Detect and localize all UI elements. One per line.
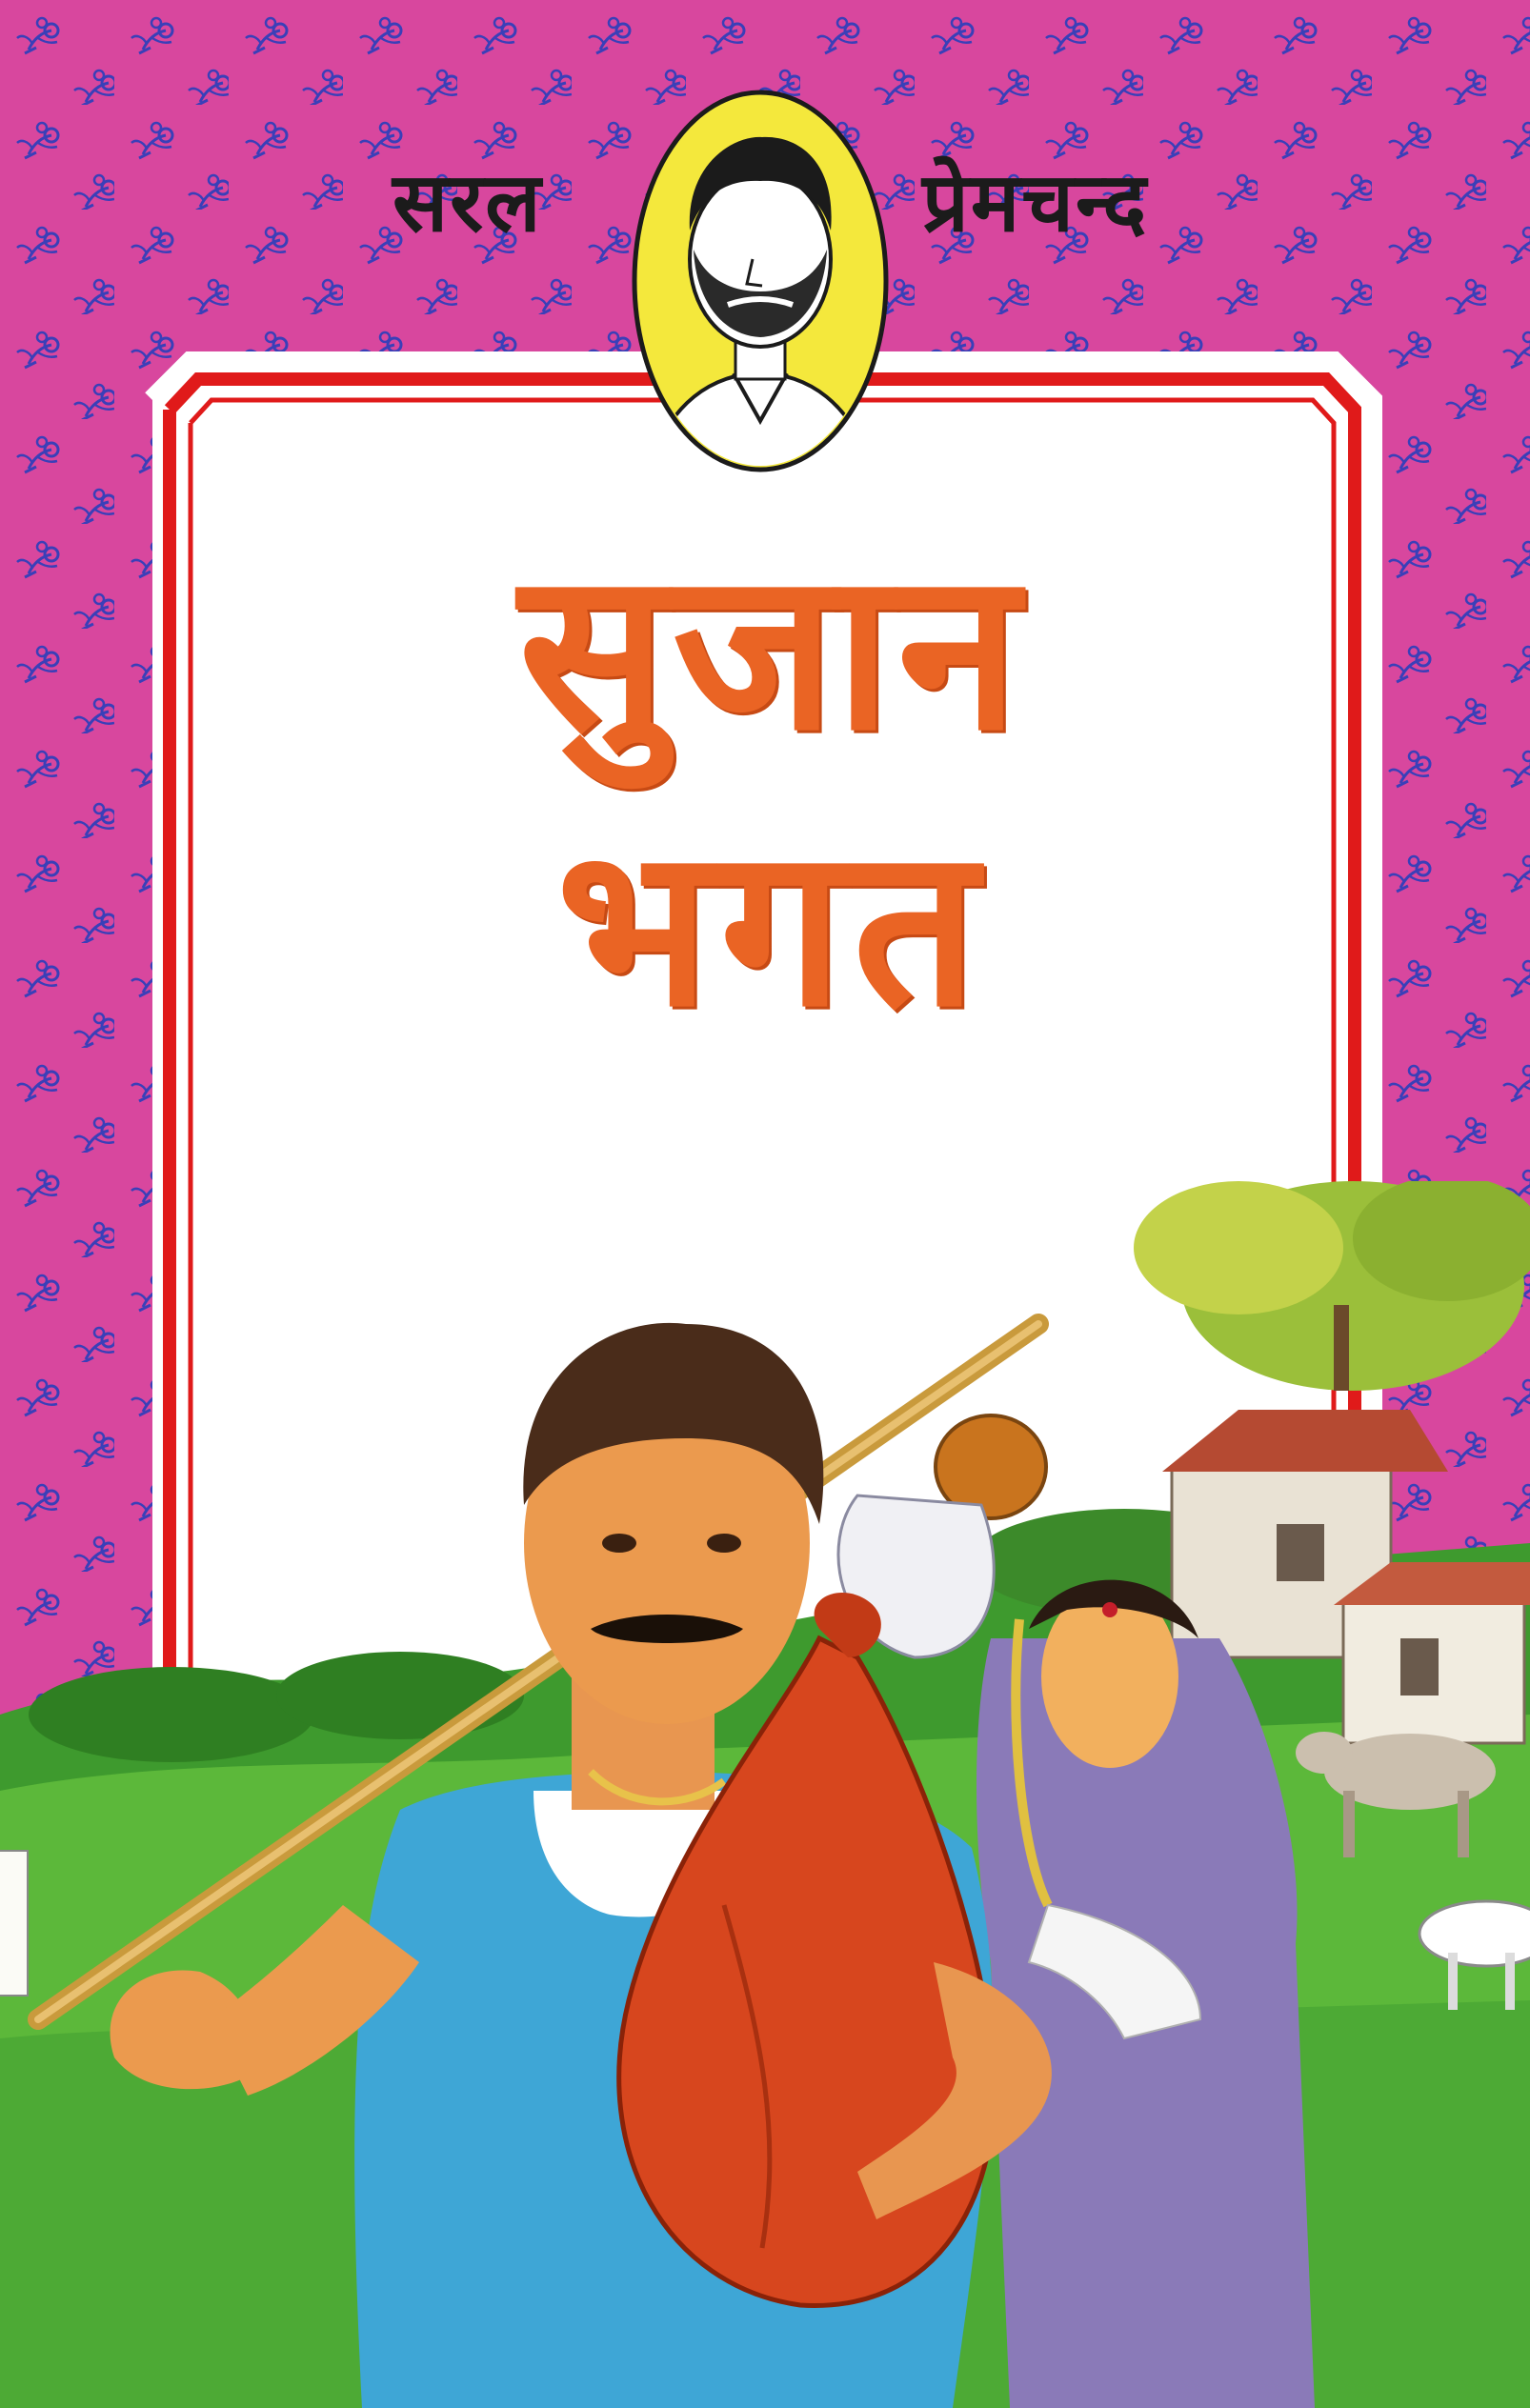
trees-illustration	[1134, 1181, 1530, 1391]
library-sticker	[0, 1850, 29, 1997]
book-title-line-1: सुजान	[518, 525, 1025, 779]
author-portrait-icon	[629, 88, 892, 474]
book-title-line-2: भगत	[555, 801, 988, 1055]
author-name: प्रेमचन्द	[922, 155, 1149, 251]
cover-illustration	[0, 1181, 1530, 2408]
series-label: सरल	[393, 155, 543, 251]
